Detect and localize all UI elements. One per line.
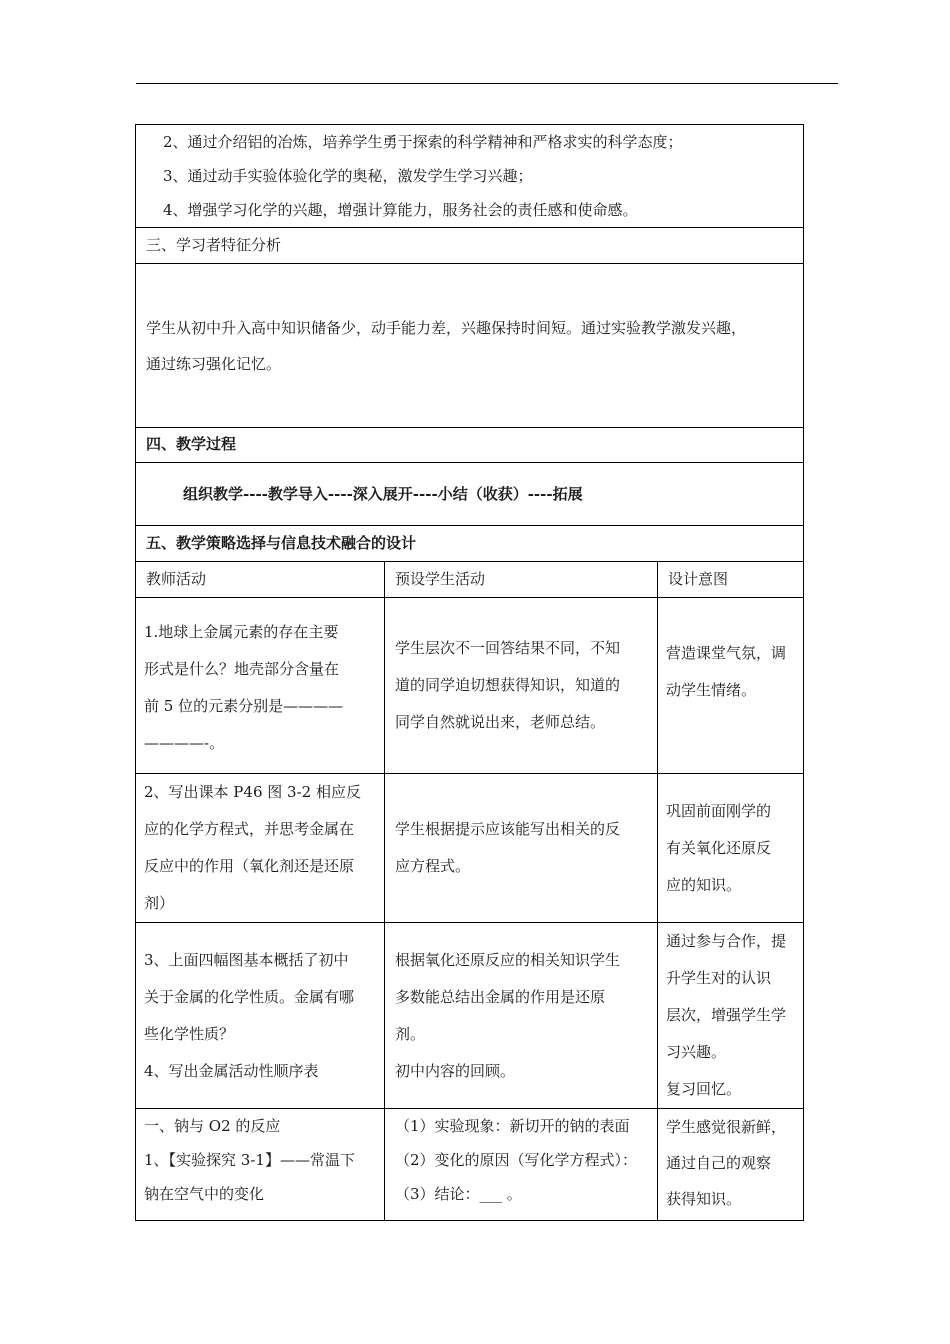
text-line: 4、写出金属活动性顺序表 xyxy=(144,1061,319,1080)
section3-body-line-1: 学生从初中升入高中知识储备少，动手能力差，兴趣保持时间短。通过实验教学激发兴趣， xyxy=(146,318,747,337)
teacher-cell xyxy=(136,1109,385,1221)
text-line: 道的同学迫切想获得知识，知道的 xyxy=(395,676,621,694)
text-line: 剂。 xyxy=(395,1024,426,1043)
section5-title-row xyxy=(136,526,804,562)
text-line: 获得知识。 xyxy=(666,1190,742,1208)
table-row xyxy=(136,1109,804,1221)
text-line: 习兴趣。 xyxy=(666,1043,727,1061)
header-rule xyxy=(136,83,838,84)
header-intent: 设计意图 xyxy=(658,562,804,598)
text-line: 剂） xyxy=(144,894,175,912)
table-row xyxy=(136,598,804,774)
text-line: 营造课堂气氛，调 xyxy=(666,643,787,662)
text-line: 钠在空气中的变化 xyxy=(144,1185,265,1203)
section4-title: 四、教学过程 xyxy=(136,428,804,463)
text-line: 1、【实验探究 3-1】——常温下 xyxy=(144,1151,355,1169)
section3-body xyxy=(136,264,804,428)
section4-flow-row xyxy=(136,463,804,526)
table-row xyxy=(136,774,804,923)
intent-cell xyxy=(658,923,804,1109)
text-line: 形式是什么？地壳部分含量在 xyxy=(144,659,340,678)
text-line: 通过自己的观察 xyxy=(666,1154,772,1172)
section4-flow: 组织教学----教学导入----深入展开----小结（收获）----拓展 xyxy=(136,463,804,526)
section4-title-row xyxy=(136,428,804,463)
text-line: 应方程式。 xyxy=(395,857,471,875)
goal-2: 2、通过介绍铝的冶炼，培养学生勇于探索的科学精神和严格求实的科学态度； xyxy=(163,133,683,151)
student-cell xyxy=(385,774,658,923)
text-line: 1.地球上金属元素的存在主要 xyxy=(144,622,339,641)
goals-cell xyxy=(136,125,804,228)
text-line: 同学自然就说出来，老师总结。 xyxy=(395,713,606,731)
header-teacher: 教师活动 xyxy=(136,562,385,598)
student-cell xyxy=(385,923,658,1109)
teacher-cell xyxy=(136,774,385,923)
teacher-cell xyxy=(136,923,385,1109)
text-line: 学生根据提示应该能写出相关的反 xyxy=(395,820,621,838)
goals-row xyxy=(136,125,804,228)
text-line: 应的知识。 xyxy=(666,875,742,894)
section3-title: 三、学习者特征分析 xyxy=(136,228,804,264)
header-student: 预设学生活动 xyxy=(385,562,658,598)
text-line: （1）实验现象：新切开的钠的表面 xyxy=(395,1117,630,1135)
section3-title-row xyxy=(136,228,804,264)
text-line: 前 5 位的元素分别是———— xyxy=(144,696,344,715)
goal-4: 4、增强学习化学的兴趣，增强计算能力，服务社会的责任感和使命感。 xyxy=(163,201,638,219)
lesson-plan-table xyxy=(135,124,804,1221)
text-line: 多数能总结出金属的作用是还原 xyxy=(395,987,606,1006)
text-line: 复习回忆。 xyxy=(666,1080,742,1098)
text-line: 通过参与合作，提 xyxy=(666,932,787,950)
intent-cell xyxy=(658,1109,804,1221)
text-line: 2、写出课本 P46 图 3-2 相应反 xyxy=(144,783,361,801)
text-line: 学生层次不一回答结果不同，不知 xyxy=(395,639,621,657)
text-line: 应的化学方程式，并思考金属在 xyxy=(144,820,355,838)
section3-body-row xyxy=(136,264,804,428)
table-row xyxy=(136,923,804,1109)
student-cell xyxy=(385,598,658,774)
text-line: 层次，增强学生学 xyxy=(666,1006,787,1024)
text-line: 些化学性质？ xyxy=(144,1024,235,1043)
column-header-row xyxy=(136,562,804,598)
goal-3: 3、通过动手实验体验化学的奥秘，激发学生学习兴趣； xyxy=(163,167,533,185)
section5-title: 五、教学策略选择与信息技术融合的设计 xyxy=(136,526,804,562)
text-line: 3、上面四幅图基本概括了初中 xyxy=(144,950,349,969)
text-line: 巩固前面刚学的 xyxy=(666,801,772,820)
text-line: ————-。 xyxy=(144,733,225,752)
text-line: 学生感觉很新鲜， xyxy=(666,1118,787,1136)
student-cell xyxy=(385,1109,658,1221)
intent-cell xyxy=(658,598,804,774)
text-line: 关于金属的化学性质。金属有哪 xyxy=(144,987,355,1006)
text-line: （2）变化的原因（写化学方程式）： xyxy=(395,1151,638,1169)
text-line: （3）结论：___ 。 xyxy=(395,1185,522,1203)
text-line: 动学生情绪。 xyxy=(666,680,757,699)
text-line: 有关氧化还原反 xyxy=(666,838,772,857)
text-line: 根据氧化还原反应的相关知识学生 xyxy=(395,950,621,969)
intent-cell xyxy=(658,774,804,923)
text-line: 初中内容的回顾。 xyxy=(395,1061,516,1080)
section3-body-line-2: 通过练习强化记忆。 xyxy=(146,354,282,373)
teacher-cell xyxy=(136,598,385,774)
text-line: 反应中的作用（氧化剂还是还原 xyxy=(144,857,355,875)
text-line: 一、钠与 O2 的反应 xyxy=(144,1117,281,1135)
text-line: 升学生对的认识 xyxy=(666,969,772,987)
